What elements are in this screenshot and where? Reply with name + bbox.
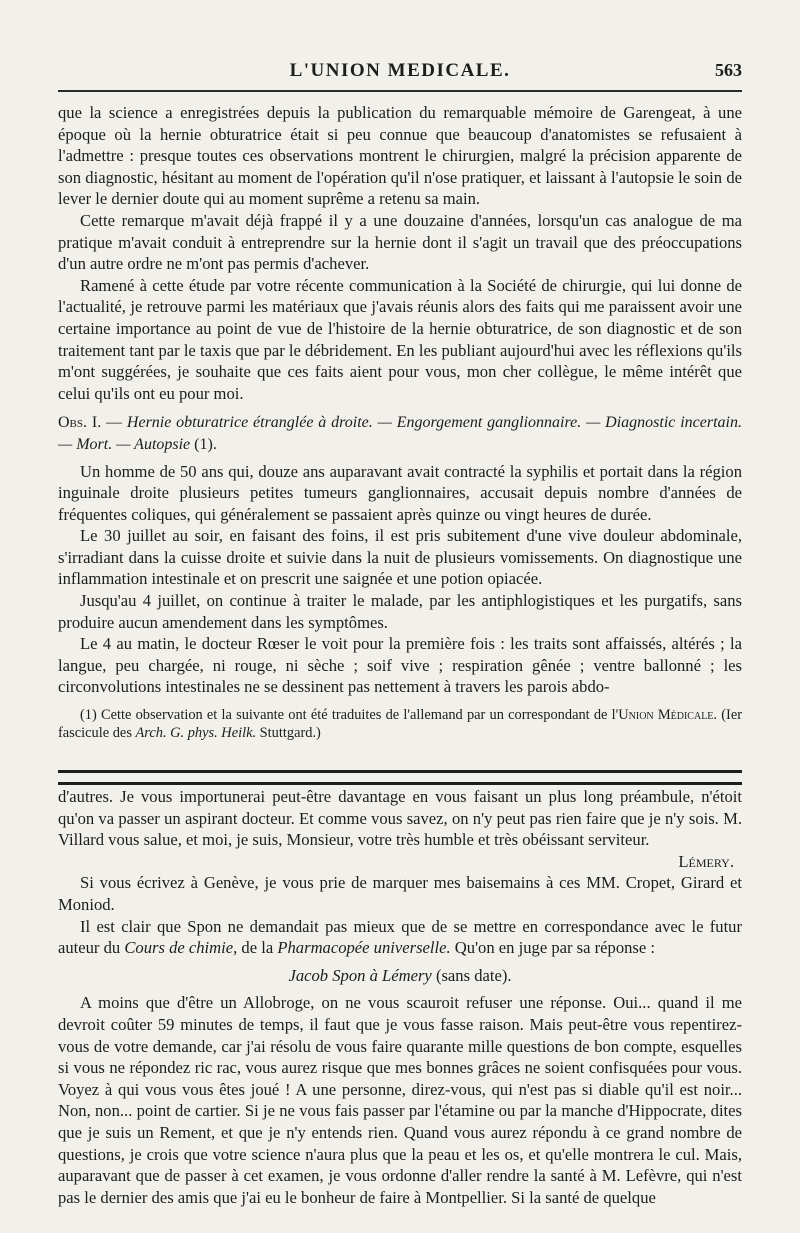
- footnote-reference: (1).: [190, 435, 217, 453]
- letter-paragraph: A moins que d'être un Allobroge, on ne vous scauroit refuser une réponse. Oui... quand il me devroit coûter 59 minutes de temps, il faut que je vous fasse raison. Mais peut-être vous repentirez-vous de votre demande, car j'ai résolu de vous faire quarante mille questions de bon compte, esquelles si vous ne répondez ric rac, vous aurez risque que mes bonnes grâces ne soient confisquées pour vous. Voyez à qui vous vous êtes joué ! A une personne, direz-vous, qui n'est pas si diable qu'il est noir... Non, non... point de cartier. Si je ne vous fais passer par l'étamine ou par la manche d'Hippocrate, dites que je suis un Rement, et que je n'y entends rien. Quand vous aurez répondu à ce grand nombre de questions, je crois que votre science n'aura plus que la peau et les os, et qu'elle montrera le cul. Mais, auparavant que de passer à cet examen, je vous ordonne d'aller rendre la santé à M. Lefèvre, qui n'est pas le dernier des amis que j'ai eu le bonheur de faire à Montpellier. Si la santé de quelque: [58, 993, 742, 1207]
- footnote-text: (1) Cette observation et la suivante ont été traduites de l'allemand par un correspondant de l': [80, 707, 619, 724]
- letter-heading-date: (sans date).: [431, 965, 512, 985]
- book-title: Pharmacopée universelle.: [277, 938, 451, 958]
- case-paragraph: Un homme de 50 ans qui, douze ans auparavant avait contracté la syphilis et portait dans la région inguinale droite plusieurs petites tumeurs ganglionnaires, accusait depuis nombre d'années de fréquentes coliques, qui généralement se passaient après quinze ou vingt heures de durée.: [58, 461, 742, 524]
- commentary-text: Il est clair que Spon ne demandait pas mieux que de se mettre en correspondance avec le futur auteur du: [58, 916, 742, 958]
- footnote: [58, 706, 742, 742]
- case-paragraph: Le 4 au matin, le docteur Rœser le voit pour la première fois : les traits sont affaissés, altérés ; la langue, peu chargée, ni rouge, ni sèche ; soif vive ; respiration gênée ; ventre ballonné ; les circonvolutions intestinales ne se dessinent pas nettement à travers les parois abdo-: [58, 634, 742, 697]
- observation-dash: —: [101, 414, 127, 432]
- footnote-text: . (Ier fascicule des: [58, 707, 742, 742]
- body-paragraph: Ramené à cette étude par votre récente communication à la Société de chirurgie, qui lui donne de l'actualité, je retrouve parmi les matériaux que j'avais réunis alors des faits qui me paraissent avoir une certaine importance au point de vue de l'histoire de la hernie obturatrice, de son diagnostic et de son traitement tant par le taxis que par le débridement. En les publiant aujourd'hui avec les réflexions qu'ils m'ont suggérées, je souhaite que ces faits aient pour vous, mon cher collègue, le même intérêt que celui qu'ils ont eu pour moi.: [58, 275, 742, 403]
- observation-title: Hernie obturatrice étranglée à droite. — Engorgement ganglionnaire. — Diagnostic incertain. — Mort. — Autopsie: [58, 414, 743, 453]
- body-paragraph: Cette remarque m'avait déjà frappé il y a une douzaine d'années, lorsqu'un cas analogue de ma pratique m'avait conduit à entreprendre sur la hernie dont il s'agit un travail que des préoccupations d'un autre ordre ne m'ont pas permis d'achever.: [58, 210, 742, 274]
- footnote-text: Stuttgard.): [256, 725, 321, 742]
- commentary-text: de la: [237, 938, 278, 958]
- running-header: [58, 56, 742, 88]
- lower-feuilleton: [58, 786, 742, 1208]
- journal-title: L'UNION MEDICALE.: [289, 60, 511, 81]
- letter-heading: [58, 965, 742, 987]
- letter-heading-names: Jacob Spon à Lémery: [288, 965, 432, 985]
- case-paragraph: Jusqu'au 4 juillet, on continue à traiter le malade, par les antiphlogistiques et les purgatifs, sans produire aucun amendement dans les symptômes.: [58, 591, 742, 632]
- footnote-journal-abbrev: Arch. G. phys. Heilk.: [135, 725, 257, 742]
- book-title: Cours de chimie,: [124, 938, 238, 958]
- letter-postscript: Si vous écrivez à Genève, je vous prie de marquer mes baisemains à ces MM. Cropet, Girard et Moniod.: [58, 873, 742, 914]
- upper-article: [58, 102, 742, 742]
- case-paragraph: Le 30 juillet au soir, en faisant des foins, il est pris subitement d'une vive douleur abdominale, s'irradiant dans la cuisse droite et suivie dans la nuit de plusieurs vomissements. On diagnostique une inflammation intestinale et on prescrit une saignée et une potion opiacée.: [58, 526, 742, 589]
- section-separator: [58, 770, 742, 785]
- footnote-journal-name: Union Médicale: [618, 707, 714, 724]
- page-number: 563: [715, 60, 742, 80]
- body-paragraph: que la science a enregistrées depuis la publication du remarquable mémoire de Garengeat, à une époque où la hernie obturatrice était si peu connue que beaucoup d'anatomistes se refusaient à l'admettre : presque toutes ces observations montrent le chirurgien, malgré la précision apparente de son diagnostic, hésitant au moment de l'opération qu'il n'ose pratiquer, et laissant à l'autopsie le soin de lever le dernier doute qui au moment suprême a retenu sa main.: [58, 103, 742, 209]
- header-rule: [58, 90, 742, 92]
- commentary-paragraph: [58, 916, 742, 959]
- letter-paragraph: d'autres. Je vous importunerai peut-être davantage en vous faisant un plus long préambule, n'étoit qu'on va passer un aspirant docteur. Et comme vous savez, on n'y peut pas rien faire que je n'y sois. M. Villard vous salue, et moi, je suis, Monsieur, votre très humble et très obéissant serviteur.: [58, 787, 742, 850]
- commentary-text: Qu'on en juge par sa réponse :: [450, 938, 655, 958]
- observation-heading: [58, 412, 742, 455]
- observation-label: Obs. I.: [58, 414, 102, 432]
- letter-signature: Lémery.: [678, 851, 734, 871]
